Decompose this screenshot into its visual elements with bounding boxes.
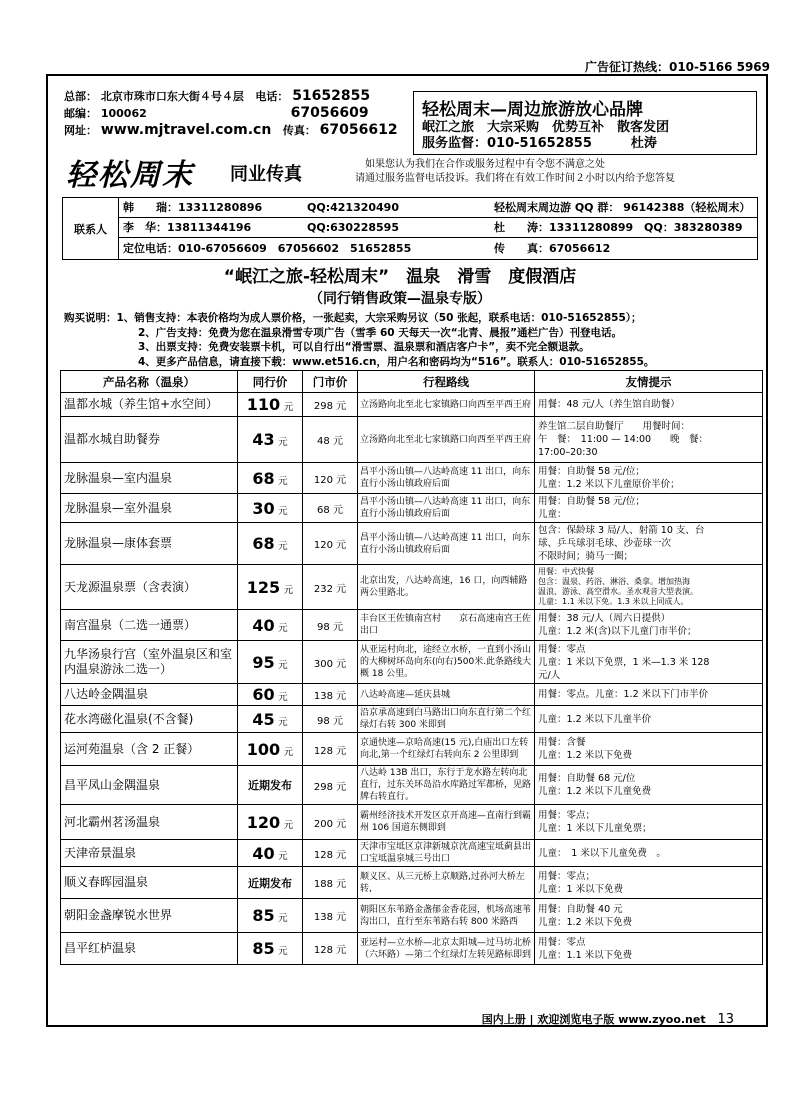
tip-line: 儿童： [538, 509, 567, 520]
price-unit: 元 [283, 402, 294, 413]
qq-group: 轻松周末周边游 QQ 群： 96142388（轻松周末） [494, 201, 751, 214]
trade-price [238, 463, 303, 494]
route: 顺义区、从三元桥上京顺路,过孙河大桥左转, [358, 867, 535, 899]
price-unit: 元 [278, 692, 288, 703]
trade-price-value: 45 [252, 709, 275, 729]
header-trade-price: 同行价 [238, 371, 303, 393]
route: 朝阳区东苇路金盏郁金香花园，机场高速苇沟出口，直行至东苇路右转 800 米路西 [358, 899, 535, 933]
price-unit: 元 [278, 716, 288, 728]
note-line: 2、广告支持：免费为您在温泉滑雪专项广告（雪季 60 天每天一次“北青、晨报”通栏广告）刊登电话。 [138, 326, 623, 339]
fax-label: 传真： [282, 124, 316, 137]
door-price: 98 元 [303, 706, 358, 733]
price-unit: 元 [283, 584, 294, 596]
table-row [61, 805, 763, 840]
tips [535, 840, 763, 867]
trade-price-value: 85 [252, 939, 275, 958]
contact-qq: QQ:421320490 [307, 201, 399, 214]
contact-name: 韩 瑞：13311280896 [123, 201, 263, 214]
tip-line: 元/人 [538, 669, 561, 681]
trade-price [238, 867, 303, 899]
tip-line: 用餐：零点； [538, 870, 596, 882]
header-tips: 友情提示 [535, 371, 763, 393]
route: 从亚运村向北，途经立水桥，一直到小汤山的大柳树环岛向东(向右)500米.此条路线大概 18 公里。 [358, 641, 535, 684]
door-price: 48 元 [303, 417, 358, 463]
product-name: 天龙源温泉票（含表演） [61, 565, 238, 610]
trade-price-value: 40 [252, 615, 275, 635]
tip-line: 包含：温泉、药浴、淋浴、桑拿。增加热海 [538, 577, 690, 586]
tip-line: 用餐：含餐 [538, 737, 586, 748]
door-price: 68 元 [303, 494, 358, 523]
product-name: 顺义春晖园温泉 [61, 867, 238, 899]
tip-line: 养生馆二层自助餐厅 用餐时间： [538, 421, 691, 432]
contact-row [119, 239, 757, 259]
zip-code: 100062 [100, 107, 147, 120]
table-row [61, 933, 763, 965]
tips [535, 393, 763, 417]
purchase-notes [64, 311, 654, 369]
route: 八达岭 13B 出口，东行于龙水路左转向北直行，过东关环岛沿水库路过军都桥，见路牌右转直行。 [358, 766, 535, 805]
contact-qq: QQ：383280389 [644, 221, 743, 234]
price-unit: 元 [283, 819, 294, 831]
tip-line: 用餐：零点。儿童：1.2 米以下门市半价 [538, 689, 709, 700]
tips [535, 867, 763, 899]
product-name: 温都水城（养生馆+水空间） [61, 393, 238, 417]
trade-price [238, 417, 303, 463]
product-name: 八达岭金隅温泉 [61, 684, 238, 706]
price-unit: 元 [278, 659, 288, 671]
door-price: 128 元 [303, 733, 358, 766]
tips [535, 494, 763, 523]
price-unit: 元 [278, 850, 288, 862]
route: 丰台区王佐镇南宫村 京石高速南宫王佐出口 [358, 610, 535, 641]
tip-line: 儿童：1.1 米以下免费 [538, 949, 633, 961]
tips [535, 933, 763, 965]
page-number: 13 [717, 1012, 734, 1027]
door-price: 298 元 [303, 393, 358, 417]
route: 八达岭高速—延庆县城 [358, 684, 535, 706]
website-link[interactable]: www.mjtravel.com.cn [100, 122, 272, 138]
table-row [61, 610, 763, 641]
door-price: 298 元 [303, 766, 358, 805]
contact-name: 李 华：13811344196 [123, 221, 252, 234]
section-title: “岷江之旅-轻松周末” 温泉 滑雪 度假酒店 [223, 267, 577, 287]
tip-line: 17:00–20:30 [538, 447, 598, 458]
route: 昌平小汤山镇—八达岭高速 11 出口，向东直行小汤山镇政府后面 [358, 523, 535, 565]
brand-line-1: 岷江之旅 大宗采购 优势互补 散客发团 [422, 120, 670, 135]
product-name: 龙脉温泉—室内温泉 [61, 463, 238, 494]
price-unit: 元 [278, 622, 288, 634]
product-name: 花水湾磁化温泉(不含餐) [61, 706, 238, 733]
tip-line: 用餐：零点 [538, 643, 586, 655]
tips [535, 706, 763, 733]
price-unit: 元 [278, 946, 288, 957]
price-table [60, 370, 763, 965]
trade-price-value: 30 [252, 498, 275, 518]
price-unit: 元 [278, 541, 288, 552]
trade-price-value: 近期发布 [248, 779, 292, 792]
tip-line: 儿童：1.2 米以下免费 [538, 916, 633, 928]
trade-price-value: 43 [252, 430, 275, 449]
table-row [61, 684, 763, 706]
table-header-row [61, 371, 763, 393]
route: 北京出发，八达岭高速，16 口，向西辅路两公里路北。 [358, 565, 535, 610]
trade-price-value: 85 [252, 906, 275, 925]
footer [482, 1011, 734, 1027]
fax-subtitle: 同业传真 [230, 164, 302, 185]
complaint-note [355, 158, 675, 186]
product-name: 龙脉温泉—室外温泉 [61, 494, 238, 523]
tips [535, 766, 763, 805]
product-name: 昌平红栌温泉 [61, 933, 238, 965]
product-name: 昌平凤山金隅温泉 [61, 766, 238, 805]
product-name: 九华汤泉行宫（室外温泉区和室内温泉游泳二选一） [61, 641, 238, 684]
table-row [61, 565, 763, 610]
tips [535, 463, 763, 494]
table-row [61, 899, 763, 933]
tip-line: 儿童：1 米以下免票，1 米—1.3 米 128 [538, 656, 710, 668]
trade-price-value: 95 [252, 652, 275, 672]
logo: 轻松周末 [66, 158, 194, 193]
tip-line: 用餐：自助餐 40 元 [538, 903, 623, 915]
table-row [61, 523, 763, 565]
table-row [61, 417, 763, 463]
trade-price-value: 近期发布 [248, 876, 292, 890]
table-row [61, 733, 763, 766]
table-row [61, 641, 763, 684]
tip-line: 用餐：38 元/人（周六日提供） [538, 613, 671, 624]
price-unit: 元 [278, 437, 288, 448]
tips [535, 610, 763, 641]
trade-price [238, 565, 303, 610]
product-name: 温都水城自助餐券 [61, 417, 238, 463]
tip-line: 用餐：中式快餐 [538, 567, 594, 576]
tips [535, 641, 763, 684]
price-unit: 元 [283, 746, 294, 758]
note-line: 4、更多产品信息，请直接下载：www.et516.cn，用户名和密码均为“516”。联系人：010-51652855。 [138, 355, 655, 368]
web-label: 网址： [64, 124, 97, 137]
contact-name: 杜 涛：13311280899 [494, 221, 634, 234]
door-price: 128 元 [303, 933, 358, 965]
route: 京通快速—京哈高速(15 元),白庙出口左转向北,第一个红绿灯右转向东 2 公里即到 [358, 733, 535, 766]
product-name: 天津帝景温泉 [61, 840, 238, 867]
zip-label: 邮编： [64, 107, 97, 120]
tip-line: 儿童：1.2 米以下免费 [538, 750, 633, 761]
door-price: 138 元 [303, 899, 358, 933]
table-row [61, 840, 763, 867]
price-unit: 元 [278, 505, 288, 517]
trade-price [238, 523, 303, 565]
tips [535, 805, 763, 840]
table-row [61, 706, 763, 733]
tip-line: 儿童：1.2 米以下儿童免费 [538, 786, 652, 797]
tip-line: 用餐：自助餐 68 元/位 [538, 773, 636, 784]
door-price: 120 元 [303, 523, 358, 565]
section-subtitle: （同行销售政策—温泉专版） [309, 291, 491, 307]
tips [535, 733, 763, 766]
brand-line-2: 服务监督：010-51652855 杜涛 [422, 136, 657, 151]
phone-label: 电话： [255, 90, 289, 103]
door-price: 138 元 [303, 684, 358, 706]
trade-price [238, 840, 303, 867]
tip-line: 儿童：1.2 米(含)以下儿童门市半价； [538, 626, 697, 637]
trade-price-value: 40 [252, 843, 275, 863]
door-price: 188 元 [303, 867, 358, 899]
trade-price-value: 68 [252, 468, 275, 488]
route: 立汤路向北至北七家镇路口向西至平西王府 [358, 393, 535, 417]
trade-price [238, 641, 303, 684]
product-name: 运河苑温泉（含 2 正餐） [61, 733, 238, 766]
door-price: 98 元 [303, 610, 358, 641]
trade-price [238, 805, 303, 840]
contacts-label: 联系人 [63, 198, 119, 259]
complaint-line-1: 如果您认为我们在合作或服务过程中有令您不满意之处 [365, 159, 605, 170]
tip-line: 用餐：零点 [538, 936, 586, 948]
table-row [61, 463, 763, 494]
price-unit: 元 [278, 913, 288, 924]
brand-box [413, 91, 757, 155]
route: 立汤路向北至北七家镇路口向西至平西王府 [358, 417, 535, 463]
trade-price [238, 766, 303, 805]
tips [535, 899, 763, 933]
route: 沿京承高速到白马路出口向东直行第二个红绿灯右转 300 米即到 [358, 706, 535, 733]
table-row [61, 867, 763, 899]
tip-line: 不限时间；骑马一圈； [538, 551, 634, 562]
route: 昌平小汤山镇—八达岭高速 11 出口，向东直行小汤山镇政府后面 [358, 494, 535, 523]
tip-line: 用餐：48 元/人（养生馆自助餐） [538, 399, 680, 410]
route: 天津市宝坻区京津新城京沈高速宝坻蓟县出口宝坻温泉城三号出口 [358, 840, 535, 867]
header-route: 行程路线 [358, 371, 535, 393]
brand-title: 轻松周末—周边旅游放心品牌 [422, 100, 643, 120]
contact-fax: 传 真：67056612 [494, 242, 611, 255]
route: 昌平小汤山镇—八达岭高速 11 出口，向东直行小汤山镇政府后面 [358, 463, 535, 494]
product-name: 河北霸州茗汤温泉 [61, 805, 238, 840]
tip-line: 儿童：1.2 米以下儿童原价半价； [538, 479, 680, 490]
trade-price [238, 610, 303, 641]
header-door-price: 门市价 [303, 371, 358, 393]
trade-price-value: 120 [246, 812, 281, 832]
company-info [64, 88, 398, 139]
trade-price [238, 733, 303, 766]
tip-line: 球、乒乓球羽毛球、沙壶球一次 [538, 538, 672, 549]
trade-price-value: 100 [246, 739, 281, 759]
hq-label: 总部： [64, 90, 97, 103]
product-name: 龙脉温泉—康体套票 [61, 523, 238, 565]
fixed-phones: 定位电话：010-67056609 67056602 51652855 [123, 242, 412, 255]
table-row [61, 393, 763, 417]
ad-hotline: 广告征订热线：010-5166 5969 [584, 60, 770, 74]
door-price: 200 元 [303, 805, 358, 840]
tip-line: 包含：保龄球 3 局/人、射箭 10 支、台 [538, 525, 705, 536]
tip-line: 儿童： 1 米以下儿童免费 。 [538, 847, 666, 859]
tip-line: 午 餐： 11:00 — 14:00 晚 餐： [538, 434, 709, 445]
table-row [61, 494, 763, 523]
contact-row [119, 198, 757, 218]
tips [535, 684, 763, 706]
route: 霸州经济技术开发区京开高速—直南行到霸州 106 国道东侧即到 [358, 805, 535, 840]
contacts-box [62, 197, 758, 260]
contact-row [119, 218, 757, 238]
price-unit: 元 [278, 475, 288, 487]
trade-price [238, 899, 303, 933]
tip-line: 儿童：1 米以下免费 [538, 883, 624, 895]
trade-price-value: 110 [246, 395, 281, 414]
tip-line: 儿童：1 米以下儿童免票； [538, 823, 652, 834]
footer-text: 国内上册 | 欢迎浏览电子版 www.zyoo.net [481, 1013, 706, 1026]
tip-line: 用餐：自助餐 58 元/位； [538, 466, 645, 477]
door-price: 232 元 [303, 565, 358, 610]
tip-line: 儿童：1.1 米以下免。1.3 米以上同成人。 [538, 597, 689, 606]
tips [535, 523, 763, 565]
door-price: 120 元 [303, 463, 358, 494]
header-product: 产品名称（温泉） [61, 371, 238, 393]
tips [535, 565, 763, 610]
trade-price [238, 706, 303, 733]
trade-price [238, 684, 303, 706]
phone-1: 51652855 [292, 88, 371, 104]
tip-line: 温浪、游泳、高空滑水。圣水观音大型表演。 [538, 587, 698, 596]
note-line: 3、出票支持：免费安装票卡机，可以自行出“滑雪票、温泉票和酒店客户卡”，卖不完全额退款。 [138, 341, 590, 353]
door-price: 128 元 [303, 840, 358, 867]
product-name: 朝阳金盏摩锐水世界 [61, 899, 238, 933]
phone-2: 67056609 [290, 105, 369, 121]
tip-line: 用餐：自助餐 58 元/位； [538, 496, 645, 507]
trade-price [238, 494, 303, 523]
table-row [61, 766, 763, 805]
tip-line: 儿童：1.2 米以下儿童半价 [538, 713, 652, 725]
trade-price-value: 60 [252, 685, 275, 704]
contact-qq: QQ:630228595 [307, 221, 399, 234]
route: 亚运村—立水桥—北京太阳城—过马坊北桥（六环路）—第二个红绿灯左转见路标即到 [358, 933, 535, 965]
trade-price [238, 393, 303, 417]
tips [535, 417, 763, 463]
product-name: 南宫温泉（二选一通票） [61, 610, 238, 641]
trade-price [238, 933, 303, 965]
hq-address: 北京市珠市口东大街４号４层 [100, 90, 244, 103]
tip-line: 用餐：零点； [538, 810, 596, 821]
trade-price-value: 68 [252, 534, 275, 553]
complaint-line-2: 请通过服务监督电话投诉。我们将在有效工作时间２小时以内给予您答复 [355, 173, 675, 184]
note-line: 购买说明：1、销售支持：本表价格均为成人票价格，一张起卖，大宗采购另议（50 张起，联系电话：010-51652855）； [64, 312, 642, 324]
door-price: 300 元 [303, 641, 358, 684]
fax-number: 67056612 [319, 122, 398, 138]
trade-price-value: 125 [246, 577, 281, 597]
